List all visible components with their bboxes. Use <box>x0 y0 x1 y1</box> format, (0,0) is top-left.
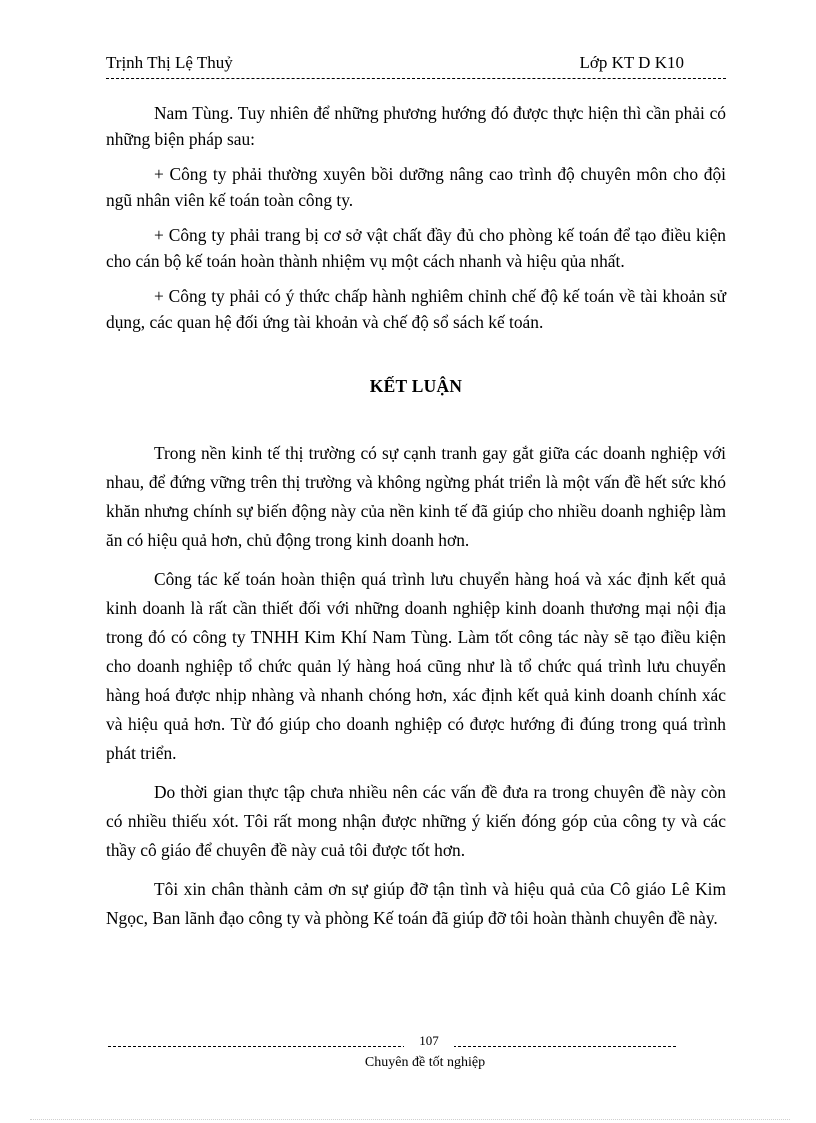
document-body <box>106 100 726 933</box>
header-author: Trịnh Thị Lệ Thuỷ <box>106 53 233 72</box>
header-class: Lớp KT D K10 <box>579 53 684 72</box>
intro-paragraph-3: + Công ty phải trang bị cơ sở vật chất đầy đủ cho phòng kế toán để tạo điều kiện cho cán bộ kế toán hoàn thành nhiệm vụ một cách nhanh và hiệu qủa nhất. <box>106 225 726 271</box>
conclusion-paragraph-2: Công tác kế toán hoàn thiện quá trình lưu chuyển hàng hoá và xác định kết quả kinh doanh là rất cần thiết đối với những doanh nghiệp kinh doanh thương mại nội địa trong đó có công ty TNHH Kim Khí Nam Tùng. Làm tốt công tác này sẽ tạo điều kiện cho doanh nghiệp tổ chức quản lý hàng hoá cũng như là tổ chức quá trình lưu chuyển hàng hoá được nhịp nhàng và nhanh chóng hơn, xác định kết quả kinh doanh chính xác và hiệu quả hơn. Từ đó giúp cho doanh nghiệp có được hướng đi đúng trong quá trình phát triển. <box>106 569 726 763</box>
conclusion-paragraph-1: Trong nền kinh tế thị trường có sự cạnh tranh gay gắt giữa các doanh nghiệp với nhau, để đứng vững trên thị trường và không ngừng phát triển là một vấn đề hết sức khó khăn nhưng chính sự biến động này của nền kinh tế đã giúp cho nhiều doanh nghiệp làm ăn có hiệu quả hơn, chủ động trong kinh doanh hơn. <box>106 443 726 550</box>
page-number: 107 <box>404 1034 454 1048</box>
header-divider <box>106 78 726 79</box>
page-edge-divider <box>30 1119 790 1120</box>
conclusion-paragraph-3: Do thời gian thực tập chưa nhiều nên các vấn đề đưa ra trong chuyên đề này còn có nhiều thiếu xót. Tôi rất mong nhận được những ý kiến đóng góp của công ty và các thầy cô giáo để chuyên đề này cuả tôi được tốt hơn. <box>106 782 726 860</box>
intro-paragraph-4: + Công ty phải có ý thức chấp hành nghiêm chỉnh chế độ kế toán về tài khoản sử dụng, các quan hệ đối ứng tài khoản và chế độ sổ sách kế toán. <box>106 286 726 332</box>
footer-divider <box>108 1046 676 1047</box>
intro-paragraph-2: + Công ty phải thường xuyên bồi dưỡng nâng cao trình độ chuyên môn cho đội ngũ nhân viên kế toán toàn công ty. <box>106 164 726 210</box>
conclusion-section <box>106 439 726 933</box>
conclusion-paragraph-4: Tôi xin chân thành cảm ơn sự giúp đỡ tận tình và hiệu quả của Cô giáo Lê Kim Ngọc, Ban lãnh đạo công ty và phòng Kế toán đã giúp đỡ tôi hoàn thành chuyên đề này. <box>106 879 726 928</box>
intro-paragraph-1: Nam Tùng. Tuy nhiên để những phương hướng đó được thực hiện thì cần phải có những biện pháp sau: <box>106 103 726 149</box>
footer-caption: Chuyên đề tốt nghiệp <box>364 1055 486 1070</box>
conclusion-heading: KẾT LUẬN <box>369 376 463 396</box>
